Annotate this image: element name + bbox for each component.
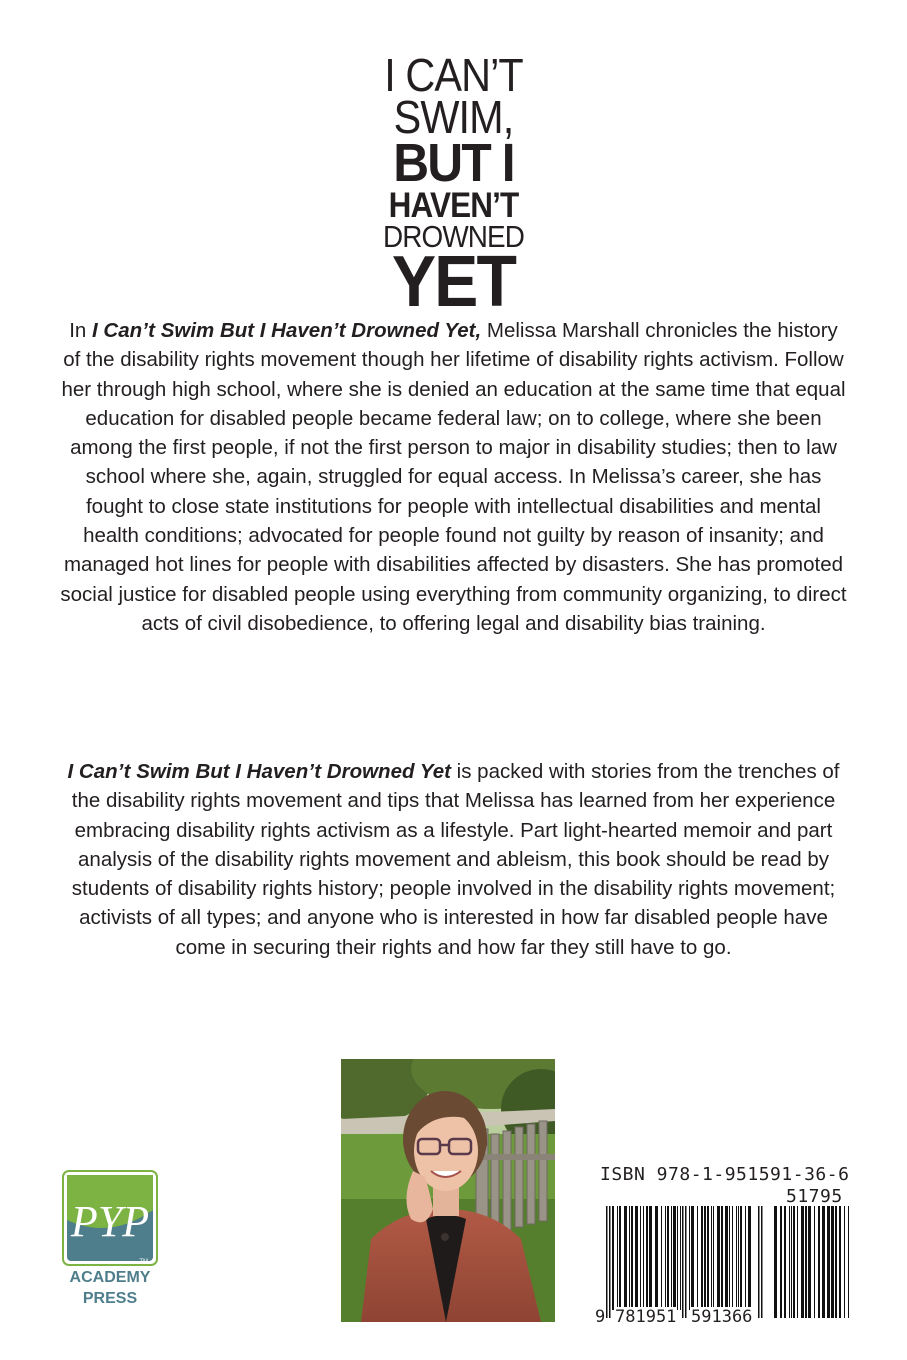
barcode-bar <box>667 1206 669 1310</box>
pyp-logo-icon <box>62 1170 158 1266</box>
barcode-bar <box>682 1206 684 1318</box>
barcode-bar <box>808 1206 811 1318</box>
publisher-name-line-2: PRESS <box>82 1290 138 1307</box>
barcode-bar <box>711 1206 712 1310</box>
barcode-bar <box>635 1206 638 1310</box>
barcode-bar <box>617 1206 618 1310</box>
barcode-bar <box>646 1206 648 1310</box>
book-title <box>0 49 907 322</box>
author-photo <box>341 1059 555 1322</box>
barcode-bar <box>797 1206 798 1318</box>
title-line-1: I CAN’T <box>384 49 523 101</box>
blurb-p2-book-title: I Can’t Swim But I Haven’t Drowned Yet <box>67 760 451 783</box>
blurb-p1-lead: In <box>69 319 92 342</box>
barcode-bar <box>691 1206 694 1310</box>
barcode-bar <box>680 1206 681 1310</box>
barcode-bar <box>713 1206 714 1310</box>
barcode-bar <box>791 1206 792 1318</box>
barcode-bar <box>844 1206 845 1318</box>
barcode-bar <box>697 1206 698 1310</box>
barcode-bar <box>745 1206 746 1310</box>
barcode-bar <box>640 1206 641 1310</box>
barcode-bar <box>761 1206 763 1318</box>
barcode-bar <box>736 1206 737 1310</box>
barcode-bar <box>814 1206 815 1318</box>
barcode-bar <box>793 1206 795 1318</box>
ean-digits <box>594 1307 762 1327</box>
barcode-bar <box>649 1206 652 1310</box>
barcode-bar <box>758 1206 760 1318</box>
barcode-bar <box>784 1206 786 1318</box>
ean-left-group: 781951 <box>615 1307 677 1327</box>
barcode-bar <box>707 1206 709 1310</box>
barcode-bar <box>725 1206 728 1310</box>
barcode-bar <box>738 1206 739 1310</box>
title-line-5: DROWNED <box>383 219 524 254</box>
title-line-3: BUT I <box>393 133 514 193</box>
logo-letters: PYP <box>70 1197 150 1246</box>
barcode-bar <box>677 1206 678 1310</box>
barcode-bar <box>612 1206 614 1310</box>
barcode-bar <box>839 1206 841 1318</box>
ean-first-digit: 9 <box>595 1307 606 1327</box>
barcode-bar <box>661 1206 662 1310</box>
barcode-bar <box>822 1206 825 1318</box>
barcode-bar <box>717 1206 720 1310</box>
barcode-bar <box>701 1206 703 1310</box>
barcode-bar <box>732 1206 733 1310</box>
barcode-bar <box>619 1206 621 1310</box>
blurb-p1-text: Melissa Marshall chronicles the history of the disability rights movement though her lifetime of disability rights activism. Follow her through high school, where she is denied an education at the same time that equal education for disabled people became federal law; on to college, where she been among the first people, if not the first person to major in disability studies; then to law school where she, again, struggled for equal access. In Melissa’s career, she has fought to close state institutions for people with intellectual disabilities and mental health conditions; advocated for people found not guilty by reason of insanity; and managed hot lines for people with disabilities affected by disasters. She has promoted social justice for disabled people using everything from community organizing, to direct acts of civil disobedience, to offering legal and disability bias training. <box>60 319 847 635</box>
barcode-bar <box>689 1206 690 1310</box>
logo-tm: TM <box>139 1259 148 1265</box>
blurb-paragraph-1 <box>60 316 847 638</box>
barcode-bar <box>818 1206 820 1318</box>
barcode-bar <box>729 1206 730 1310</box>
barcode-bar <box>685 1206 687 1318</box>
barcode-bar <box>740 1206 742 1310</box>
blurb-paragraph-2 <box>60 757 847 962</box>
barcode-bar <box>665 1206 666 1310</box>
blurb-p2-text: is packed with stories from the trenches of the disability rights movement and tips that Melissa has learned from her experience embracing disability rights activism as a lifestyle. Part light-hearted memoir and part analysis of the disability rights movement and ableism, this book should be read by students of disability rights history; people involved in the disability rights movement; activists of all types; and anyone who is interested in how far disabled people have come in securing their rights and how far they still have to go. <box>71 760 840 959</box>
barcode-bar <box>827 1206 830 1318</box>
barcode-bar <box>805 1206 807 1318</box>
publisher-name-line-1: ACADEMY <box>69 1269 151 1286</box>
blurb-p1-book-title: I Can’t Swim But I Haven’t Drowned Yet, <box>92 319 482 342</box>
barcode-bar <box>748 1206 751 1310</box>
barcode-bar <box>848 1206 849 1318</box>
barcode-bar <box>831 1206 834 1318</box>
barcode-bar <box>671 1206 672 1310</box>
barcode-bar <box>606 1206 608 1318</box>
barcode-bar <box>835 1206 837 1318</box>
barcode-bar <box>721 1206 723 1310</box>
barcode-bar <box>774 1206 777 1318</box>
barcode-bar <box>673 1206 676 1310</box>
barcode-bar <box>631 1206 633 1310</box>
barcode-bar <box>609 1206 611 1318</box>
publisher-logo <box>62 1170 158 1266</box>
barcode-bar <box>655 1206 658 1310</box>
barcode-bar <box>801 1206 804 1318</box>
title-line-6: YET <box>391 242 516 322</box>
title-line-4: HAVEN’T <box>388 186 519 225</box>
barcode-bar <box>643 1206 644 1310</box>
barcode-bar <box>780 1206 782 1318</box>
barcode-bar <box>629 1206 630 1310</box>
ean-right-group: 591366 <box>691 1307 753 1327</box>
barcode-bar <box>789 1206 790 1318</box>
barcode-bar <box>624 1206 627 1310</box>
author-photo-illustration <box>341 1059 555 1322</box>
barcode-bar <box>704 1206 706 1310</box>
title-line-2: SWIM, <box>393 91 514 143</box>
isbn-label: ISBN 978-1-951591-36-6 <box>600 1164 850 1185</box>
price-code: 51795 <box>786 1186 843 1207</box>
